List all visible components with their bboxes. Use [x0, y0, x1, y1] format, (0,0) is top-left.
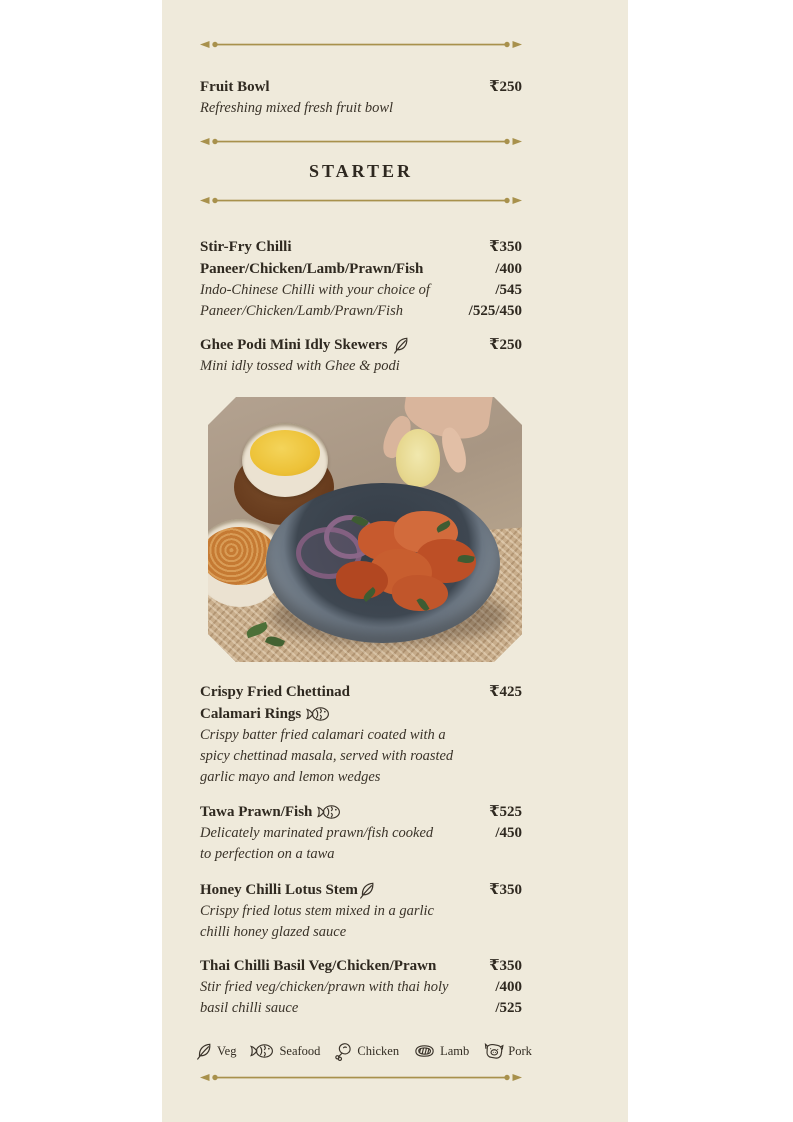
fish-icon [250, 1043, 275, 1059]
item-title [200, 334, 522, 356]
item-description: Stir fried veg/chicken/prawn with thai holy [200, 979, 449, 995]
pig-icon [483, 1042, 504, 1060]
divider-ornament [200, 136, 522, 147]
item-title-text: Ghee Podi Mini Idly Skewers [200, 337, 388, 353]
menu-item-stir-fry-chilli [200, 236, 522, 322]
photo-main-bowl [266, 483, 500, 643]
legend-item-chicken [334, 1041, 399, 1061]
item-price [489, 76, 522, 98]
price-line: ₹350 [489, 882, 522, 898]
price-line: ₹250 [489, 79, 522, 95]
menu-item-honey-chilli-lotus-stem [200, 879, 522, 943]
divider-ornament [200, 39, 522, 50]
legend-label: Pork [508, 1043, 532, 1058]
menu-item-thai-chilli-basil [200, 955, 522, 1019]
photo-food [336, 561, 388, 599]
leaf-icon [393, 336, 410, 355]
item-title [200, 801, 522, 823]
item-title-text: Fruit Bowl [200, 79, 270, 95]
item-title [200, 955, 522, 977]
item-title-text: Tawa Prawn/Fish [200, 804, 313, 820]
legend-label: Seafood [279, 1043, 321, 1058]
item-description: chilli honey glazed sauce [200, 924, 347, 940]
dietary-legend [196, 1041, 532, 1061]
price-line: /545 [495, 282, 522, 298]
item-description: basil chilli sauce [200, 1000, 299, 1016]
price-line: /400 [495, 979, 522, 995]
price-line: ₹350 [489, 958, 522, 974]
item-description: garlic mayo and lemon wedges [200, 769, 381, 785]
legend-label: Lamb [440, 1043, 470, 1058]
item-price [489, 801, 522, 844]
item-title [200, 703, 522, 725]
item-title [200, 879, 522, 901]
fish-icon [306, 706, 331, 722]
menu-content [200, 39, 532, 1083]
leaf-icon [196, 1042, 213, 1061]
item-price [489, 879, 522, 901]
price-line: ₹250 [489, 337, 522, 353]
steak-icon [413, 1043, 436, 1059]
item-title-text: Paneer/Chicken/Lamb/Prawn/Fish [200, 261, 424, 277]
menu-item-tawa-prawn-fish [200, 801, 522, 865]
menu-item-fruit-bowl [200, 76, 522, 119]
photo-lemon-half [396, 429, 440, 487]
menu-item-calamari-rings [200, 681, 522, 788]
item-title-text: Calamari Rings [200, 706, 302, 722]
menu-item-ghee-podi-idly [200, 334, 522, 377]
price-line: /525/450 [468, 303, 522, 319]
item-description: Crispy batter fried calamari coated with a [200, 727, 446, 743]
item-price [489, 681, 522, 703]
item-price [489, 334, 522, 356]
item-description: Delicately marinated prawn/fish cooked [200, 825, 434, 841]
price-line: /400 [495, 261, 522, 277]
item-title-text: Honey Chilli Lotus Stem [200, 882, 358, 898]
divider-ornament [200, 195, 522, 206]
photo-ghee [250, 430, 320, 476]
leaf-icon [359, 881, 376, 900]
item-description: Mini idly tossed with Ghee & podi [200, 358, 400, 374]
item-description: Indo-Chinese Chilli with your choice of [200, 282, 430, 298]
divider-ornament [200, 1072, 522, 1083]
item-price [469, 236, 522, 322]
price-line: /525 [495, 1000, 522, 1016]
item-title [200, 76, 522, 98]
legend-label: Chicken [357, 1043, 400, 1058]
section-title: STARTER [308, 161, 414, 181]
item-title-text: Thai Chilli Basil Veg/Chicken/Prawn [200, 958, 437, 974]
dish-photo [208, 397, 522, 662]
legend-item-lamb [413, 1043, 469, 1059]
item-description: Crispy fried lotus stem mixed in a garlic [200, 903, 434, 919]
item-description: Paneer/Chicken/Lamb/Prawn/Fish [200, 303, 403, 319]
drumstick-icon [334, 1041, 353, 1061]
item-title-text: Crispy Fried Chettinad [200, 684, 350, 700]
item-price [489, 955, 522, 1019]
item-title-text: Stir-Fry Chilli [200, 239, 292, 255]
price-line: /450 [495, 825, 522, 841]
legend-item-veg [196, 1042, 236, 1061]
legend-item-pork [483, 1042, 532, 1060]
price-line: ₹525 [489, 804, 522, 820]
menu-card [162, 0, 628, 1122]
fish-icon [317, 804, 342, 820]
item-description: Refreshing mixed fresh fruit bowl [200, 100, 394, 116]
item-description: to perfection on a tawa [200, 846, 335, 862]
item-description: spicy chettinad masala, served with roasted [200, 748, 454, 764]
price-line: ₹350 [489, 239, 522, 255]
item-title [200, 681, 522, 703]
price-line: ₹425 [489, 684, 522, 700]
photo-ghee-bowl [242, 423, 328, 497]
legend-item-seafood [250, 1043, 320, 1059]
legend-label: Veg [217, 1043, 237, 1058]
